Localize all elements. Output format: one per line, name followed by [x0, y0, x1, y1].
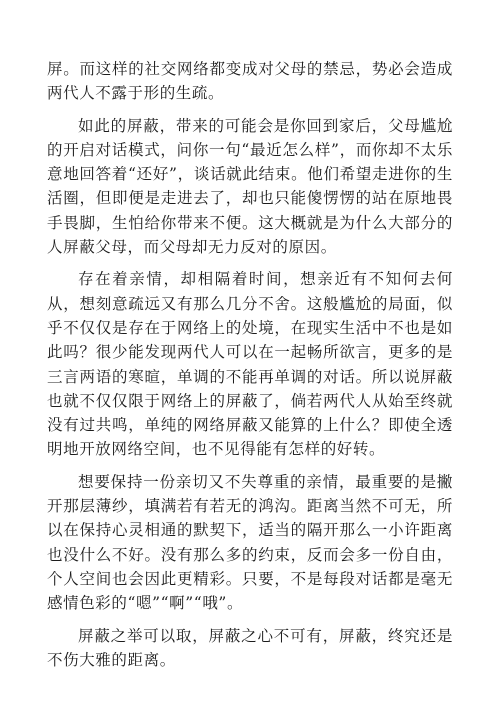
paragraph-kinship-distance: 存在着亲情，却相隔着时间，想亲近有不知何去何从，想刻意疏远又有那么几分不舍。这般尴尬的局面，似乎不仅仅是存在于网络上的处境，在现实生活中不也是如此吗？很少能发现两代人可以在一起畅所欲言，更多的是三言两语的寒暄，单调的不能再单调的对话。所以说屏蔽也就不仅仅限于网络上的屏蔽了，倘若两代人从始至终就没有过共鸣，单纯的网络屏蔽又能算的上什么？即使全透明地开放网络空间，也不见得能有怎样的好转。 [47, 270, 453, 459]
paragraph-home-conversation: 如此的屏蔽，带来的可能会是你回到家后，父母尴尬的开启对话模式，问你一句“最近怎么样”，而你却不太乐意地回答着“还好”，谈话就此结束。他们希望走进你的生活圈，但即便是走进去了，却也只能傻愣愣的站在原地畏手畏脚，生怕给你带来不便。这大概就是为什么大部分的人屏蔽父母，而父母却无力反对的原因。 [47, 116, 453, 257]
paragraph-conclusion: 屏蔽之举可以取，屏蔽之心不可有，屏蔽，终究还是不伤大雅的距离。 [47, 626, 453, 669]
paragraph-maintaining-affection: 想要保持一份亲切又不失尊重的亲情，最重要的是撇开那层薄纱，填满若有若无的鸿沟。距离当然不可无，所以在保持心灵相通的默契下，适当的隔开那么一小许距离也没什么不好。没有那么多的约束，反而会多一份自由，个人空间也会因此更精彩。只要，不是每段对话都是毫无感情色彩的“嗯”“啊”“哦”。 [47, 472, 453, 613]
article-body [47, 57, 453, 680]
paragraph-continuation: 屏。而这样的社交网络都变成对父母的禁忌，势必会造成两代人不露于形的生疏。 [47, 60, 453, 103]
